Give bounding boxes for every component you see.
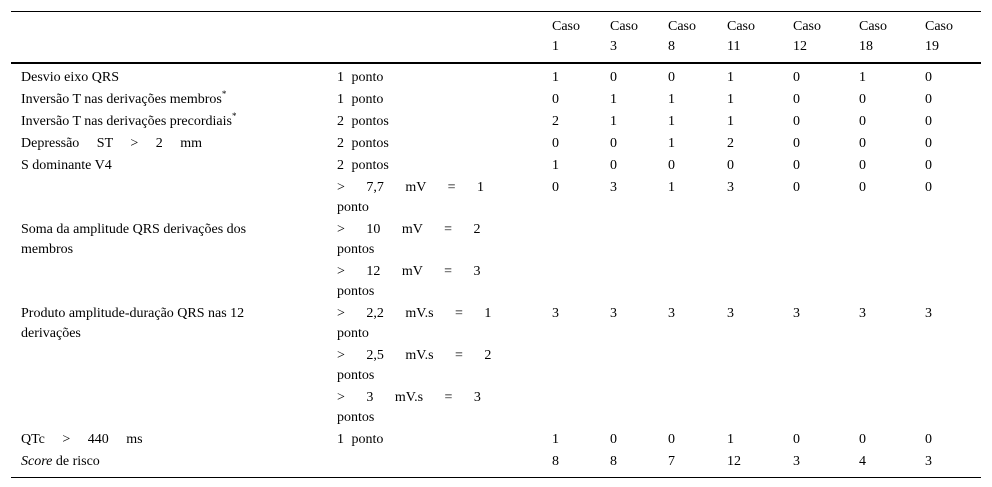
table-row	[11, 345, 981, 387]
row-points: 2 pontos	[337, 113, 389, 129]
row-points: 2 pontos	[337, 135, 389, 151]
cell-value: 0	[925, 179, 932, 195]
cell-value: 3	[727, 179, 734, 195]
cell-value: 0	[859, 113, 866, 129]
cell-value: 3	[793, 305, 800, 321]
footnote-mark: *	[231, 110, 237, 121]
header-case: Caso 19	[925, 12, 981, 63]
row-label	[11, 177, 337, 219]
row-label	[11, 261, 337, 303]
cell-value: 1	[610, 113, 617, 129]
cell-value: 2	[727, 135, 734, 151]
row-points: > 10 mV = 2 pontos	[337, 221, 481, 257]
table-row	[11, 429, 981, 451]
row-points: > 3 mV.s = 3 pontos	[337, 389, 481, 425]
cell-value: 0	[727, 157, 734, 173]
row-label: Produto amplitude-duração QRS nas 12 derivações	[21, 305, 245, 341]
table-row	[11, 451, 981, 478]
row-label: QTc > 440 ms	[21, 431, 143, 447]
table-body	[11, 63, 981, 478]
row-label: Inversão T nas derivações precordiais*	[21, 110, 237, 129]
cell-value: 0	[668, 157, 675, 173]
cell-value: 0	[552, 179, 559, 195]
cell-value: 1	[668, 91, 675, 107]
table-row	[11, 261, 981, 303]
cell-value: 1	[668, 113, 675, 129]
row-label: Soma da amplitude QRS derivações dos membros	[21, 221, 247, 257]
cell-value: 0	[610, 69, 617, 85]
row-label: Depressão ST > 2 mm	[21, 135, 203, 151]
cell-value: 1	[727, 113, 734, 129]
cell-value: 1	[859, 69, 866, 85]
cell-value: 0	[925, 431, 932, 447]
cell-value: 3	[610, 305, 617, 321]
table-row	[11, 111, 981, 133]
cell-value: 0	[793, 157, 800, 173]
header-blank	[337, 12, 552, 63]
cell-value: 4	[859, 451, 925, 478]
row-points: 1 ponto	[337, 69, 384, 85]
header-case: Caso 3	[610, 12, 668, 63]
row-points: > 2,5 mV.s = 2 pontos	[337, 347, 492, 383]
cell-value: 3	[610, 179, 617, 195]
row-label	[11, 345, 337, 387]
row-points: > 7,7 mV = 1 ponto	[337, 179, 485, 215]
cell-value: 0	[925, 157, 932, 173]
cell-value: 0	[552, 135, 559, 151]
header-blank	[11, 12, 337, 63]
cell-value: 0	[925, 113, 932, 129]
cell-value: 0	[925, 91, 932, 107]
cell-value: 1	[552, 431, 559, 447]
header-case: Caso 18	[859, 12, 925, 63]
row-label	[11, 387, 337, 429]
table-row	[11, 387, 981, 429]
cell-value: 0	[859, 91, 866, 107]
cell-value: 3	[668, 305, 675, 321]
cell-value: 0	[610, 135, 617, 151]
cell-value: 3	[727, 305, 734, 321]
cell-value: 12	[727, 451, 793, 478]
cell-value: 1	[668, 135, 675, 151]
cell-value: 3	[552, 305, 559, 321]
cell-value: 0	[859, 157, 866, 173]
table-row	[11, 89, 981, 111]
cell-value: 0	[925, 135, 932, 151]
cell-value: 0	[859, 431, 866, 447]
row-points: 1 ponto	[337, 91, 384, 107]
row-points: > 12 mV = 3 pontos	[337, 263, 481, 299]
row-label: Desvio eixo QRS	[21, 69, 119, 85]
cell-value: 0	[859, 179, 866, 195]
cell-value: 1	[727, 431, 734, 447]
cell-value: 3	[925, 305, 932, 321]
row-points: 2 pontos	[337, 157, 389, 173]
cell-value: 2	[552, 113, 559, 129]
cell-value: 3	[925, 451, 981, 478]
cell-value: 0	[793, 135, 800, 151]
cell-value: 3	[859, 305, 866, 321]
row-label: Inversão T nas derivações membros*	[21, 88, 227, 107]
cell-value: 8	[552, 451, 610, 478]
header-case: Caso 8	[668, 12, 727, 63]
table-row	[11, 155, 981, 177]
header-case: Caso 1	[552, 12, 610, 63]
cell-value: 1	[727, 69, 734, 85]
cell-value: 0	[793, 69, 800, 85]
cell-value: 1	[668, 179, 675, 195]
cell-value: 0	[793, 431, 800, 447]
table-row	[11, 219, 981, 261]
cell-value: 0	[793, 91, 800, 107]
cell-value: 3	[793, 451, 859, 478]
header-case: Caso 12	[793, 12, 859, 63]
cell-value: 0	[859, 135, 866, 151]
row-label: S dominante V4	[21, 157, 112, 173]
table-row	[11, 63, 981, 89]
cell-value: 1	[727, 91, 734, 107]
table-row	[11, 133, 981, 155]
cell-value: 0	[610, 431, 617, 447]
cell-value: 8	[610, 451, 668, 478]
footnote-mark: *	[221, 88, 227, 99]
cell-value: 0	[552, 91, 559, 107]
cell-value: 0	[668, 431, 675, 447]
table-row	[11, 303, 981, 345]
cell-value: 0	[793, 113, 800, 129]
row-label: Score de risco	[11, 451, 337, 478]
cell-value: 0	[610, 157, 617, 173]
cell-value: 1	[552, 157, 559, 173]
cell-value: 0	[793, 179, 800, 195]
cell-value: 0	[668, 69, 675, 85]
risk-score-table	[11, 11, 981, 478]
row-points: > 2,2 mV.s = 1 ponto	[337, 305, 492, 341]
cell-value: 7	[668, 451, 727, 478]
cell-value: 1	[610, 91, 617, 107]
cell-value: 1	[552, 69, 559, 85]
table-header	[11, 12, 981, 63]
cell-value: 0	[925, 69, 932, 85]
row-points: 1 ponto	[337, 431, 384, 447]
header-case: Caso 11	[727, 12, 793, 63]
table-row	[11, 177, 981, 219]
